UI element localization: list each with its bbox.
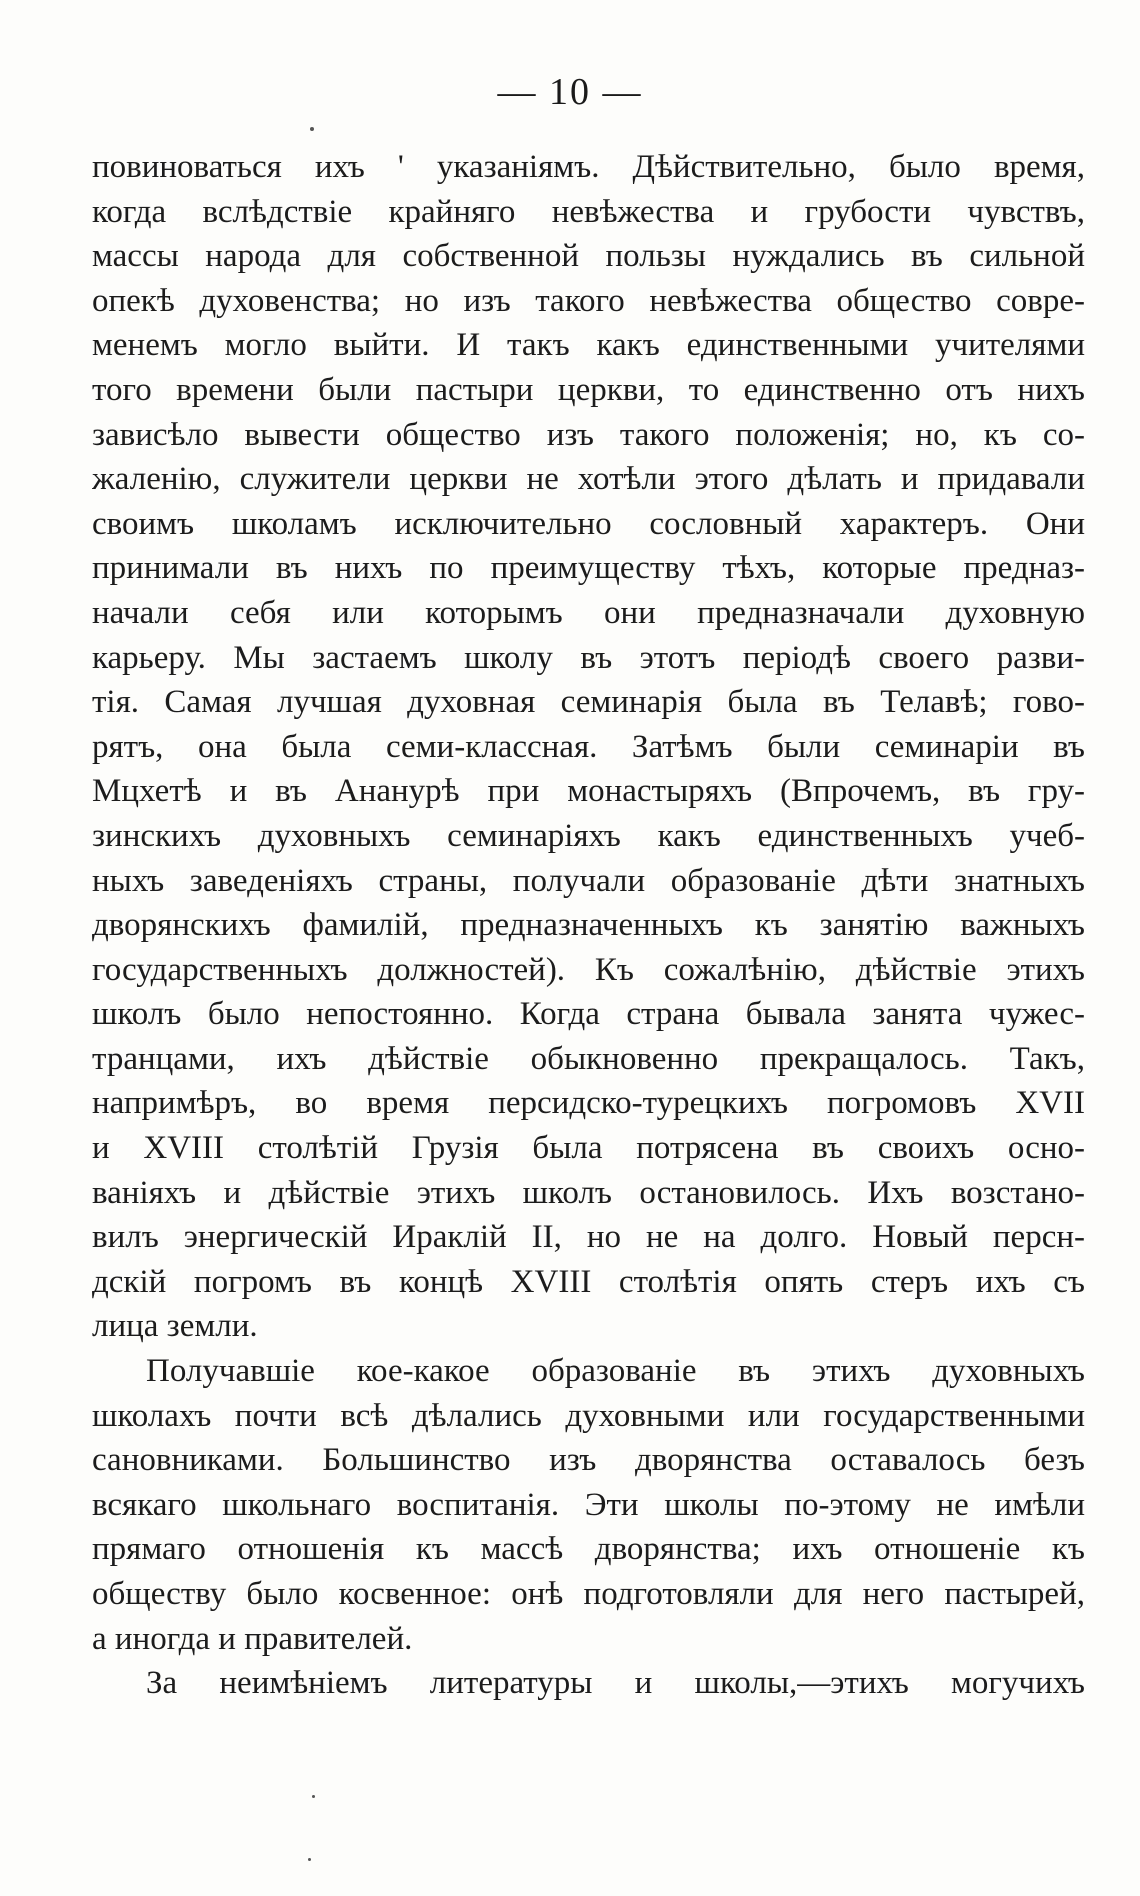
text-line: прямаго отношенія къ массѣ дворянства; ихъ отношеніе къ bbox=[92, 1531, 1085, 1568]
text-line: лица земли. bbox=[92, 1308, 258, 1345]
text-line: Получавшіе кое-какое образованіе въ этихъ духовныхъ bbox=[146, 1353, 1085, 1390]
text-line: начали себя или которымъ они предназначали духовную bbox=[92, 594, 1085, 631]
text-line: массы народа для собственной пользы нуждались въ сильной bbox=[92, 238, 1085, 275]
text-line: школъ было непостоянно. Когда страна бывала занята чужес- bbox=[92, 996, 1085, 1033]
text-line: зинскихъ духовныхъ семинаріяхъ какъ единственныхъ учеб- bbox=[92, 817, 1085, 854]
text-line: рятъ, она была семи-классная. Затѣмъ были семинаріи въ bbox=[92, 728, 1085, 765]
text-line: ваніяхъ и дѣйствіе этихъ школъ остановилось. Ихъ возстано- bbox=[92, 1174, 1085, 1211]
text-line: всякаго школьнаго воспитанія. Эти школы по-этому не имѣли bbox=[92, 1486, 1085, 1523]
text-line: менемъ могло выйти. И такъ какъ единственными учителями bbox=[92, 327, 1085, 364]
text-line: принимали въ нихъ по преимуществу тѣхъ, которые предназ- bbox=[92, 550, 1085, 587]
body-text bbox=[92, 145, 1085, 1706]
text-line: опекѣ духовенства; но изъ такого невѣжества общество совре- bbox=[92, 282, 1085, 319]
text-line: когда вслѣдствіе крайняго невѣжества и грубости чувствъ, bbox=[92, 193, 1085, 230]
page-number: — 10 — bbox=[497, 71, 643, 113]
text-line: напримѣръ, во время персидско-турецкихъ погромовъ XVII bbox=[92, 1085, 1085, 1122]
text-line: ныхъ заведеніяхъ страны, получали образованіе дѣти знатныхъ bbox=[92, 862, 1085, 899]
text-line: Мцхетѣ и въ Ананурѣ при монастыряхъ (Впрочемъ, въ гру- bbox=[92, 773, 1085, 810]
text-line: дскій погромъ въ концѣ XVIII столѣтія опять стеръ ихъ съ bbox=[92, 1263, 1085, 1300]
text-line: вилъ энергическій Ираклій II, но не на долго. Новый персн- bbox=[92, 1219, 1085, 1256]
text-line: школахъ почти всѣ дѣлались духовными или государственными bbox=[92, 1397, 1085, 1434]
text-line: обществу было косвенное: онѣ подготовляли для него пастырей, bbox=[92, 1576, 1085, 1612]
text-line: государственныхъ должностей). Къ сожалѣнію, дѣйствіе этихъ bbox=[92, 951, 1085, 988]
text-line: и XVIII столѣтій Грузія была потрясена въ своихъ осно- bbox=[92, 1130, 1085, 1167]
text-line: транцами, ихъ дѣйствіе обыкновенно прекращалось. Такъ, bbox=[92, 1040, 1085, 1077]
print-speck bbox=[308, 1858, 311, 1861]
print-speck bbox=[310, 127, 314, 131]
text-line: повиноваться ихъ ' указаніямъ. Дѣйствительно, было время, bbox=[92, 149, 1085, 185]
text-line: своимъ школамъ исключительно сословный характеръ. Они bbox=[92, 505, 1085, 542]
text-line: тія. Самая лучшая духовная семинарія была въ Телавѣ; гово- bbox=[92, 684, 1085, 721]
text-line: карьеру. Мы застаемъ школу въ этотъ періодѣ своего разви- bbox=[92, 639, 1085, 676]
text-line: сановниками. Большинство изъ дворянства оставалось безъ bbox=[92, 1442, 1085, 1479]
text-line: того времени были пастыри церкви, то единственно отъ нихъ bbox=[92, 371, 1085, 408]
print-speck bbox=[312, 1795, 315, 1798]
paragraph bbox=[92, 1661, 1085, 1706]
paragraph bbox=[92, 145, 1085, 1349]
text-line: зависѣло вывести общество изъ такого положенія; но, къ со- bbox=[92, 416, 1085, 453]
text-line: а иногда и правителей. bbox=[92, 1620, 413, 1657]
text-line: дворянскихъ фамилій, предназначенныхъ къ занятію важныхъ bbox=[92, 907, 1085, 944]
text-line: жаленію, служители церкви не хотѣли этого дѣлать и придавали bbox=[92, 461, 1085, 498]
text-line: За неимѣніемъ литературы и школы,—этихъ могучихъ bbox=[146, 1665, 1085, 1702]
paragraph bbox=[92, 1349, 1085, 1661]
